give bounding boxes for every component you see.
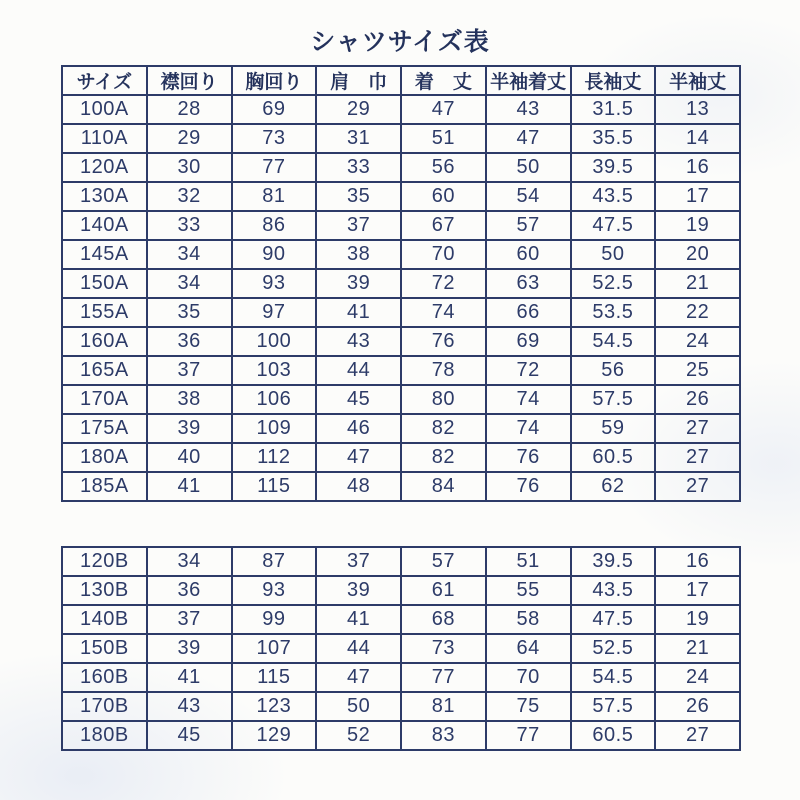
header-row xyxy=(62,66,740,95)
measurement-cell: 25 xyxy=(655,356,740,385)
table-row xyxy=(62,414,740,443)
measurement-cell: 81 xyxy=(232,182,317,211)
measurement-cell: 86 xyxy=(232,211,317,240)
size-label-cell: 180B xyxy=(62,721,147,750)
measurement-cell: 27 xyxy=(655,721,740,750)
column-header: 着 丈 xyxy=(401,66,486,95)
measurement-cell: 78 xyxy=(401,356,486,385)
size-label-cell: 140B xyxy=(62,605,147,634)
measurement-cell: 67 xyxy=(401,211,486,240)
measurement-cell: 33 xyxy=(316,153,401,182)
measurement-cell: 103 xyxy=(232,356,317,385)
size-label-cell: 120A xyxy=(62,153,147,182)
measurement-cell: 39 xyxy=(316,269,401,298)
measurement-cell: 33 xyxy=(147,211,232,240)
table-row xyxy=(62,721,740,750)
size-table-a-body xyxy=(62,95,740,501)
measurement-cell: 70 xyxy=(486,663,571,692)
measurement-cell: 74 xyxy=(486,414,571,443)
measurement-cell: 36 xyxy=(147,576,232,605)
measurement-cell: 109 xyxy=(232,414,317,443)
measurement-cell: 76 xyxy=(486,472,571,501)
measurement-cell: 82 xyxy=(401,414,486,443)
measurement-cell: 39.5 xyxy=(571,153,656,182)
measurement-cell: 57 xyxy=(486,211,571,240)
measurement-cell: 106 xyxy=(232,385,317,414)
table-row xyxy=(62,240,740,269)
measurement-cell: 57.5 xyxy=(571,385,656,414)
measurement-cell: 31 xyxy=(316,124,401,153)
measurement-cell: 14 xyxy=(655,124,740,153)
table-row xyxy=(62,443,740,472)
measurement-cell: 48 xyxy=(316,472,401,501)
measurement-cell: 47 xyxy=(316,663,401,692)
table-row xyxy=(62,605,740,634)
measurement-cell: 69 xyxy=(486,327,571,356)
measurement-cell: 54.5 xyxy=(571,327,656,356)
size-label-cell: 170B xyxy=(62,692,147,721)
measurement-cell: 26 xyxy=(655,692,740,721)
measurement-cell: 123 xyxy=(232,692,317,721)
size-table-b xyxy=(61,546,741,751)
measurement-cell: 36 xyxy=(147,327,232,356)
size-label-cell: 160B xyxy=(62,663,147,692)
size-label-cell: 100A xyxy=(62,95,147,124)
measurement-cell: 19 xyxy=(655,605,740,634)
measurement-cell: 47.5 xyxy=(571,605,656,634)
measurement-cell: 39 xyxy=(147,414,232,443)
measurement-cell: 52.5 xyxy=(571,269,656,298)
measurement-cell: 41 xyxy=(316,605,401,634)
measurement-cell: 40 xyxy=(147,443,232,472)
size-label-cell: 130B xyxy=(62,576,147,605)
measurement-cell: 51 xyxy=(486,547,571,576)
measurement-cell: 58 xyxy=(486,605,571,634)
table-row xyxy=(62,124,740,153)
measurement-cell: 35.5 xyxy=(571,124,656,153)
column-header: 半袖丈 xyxy=(655,66,740,95)
measurement-cell: 62 xyxy=(571,472,656,501)
size-label-cell: 160A xyxy=(62,327,147,356)
measurement-cell: 72 xyxy=(401,269,486,298)
measurement-cell: 60 xyxy=(486,240,571,269)
measurement-cell: 100 xyxy=(232,327,317,356)
column-header: サイズ xyxy=(62,66,147,95)
measurement-cell: 61 xyxy=(401,576,486,605)
measurement-cell: 37 xyxy=(147,605,232,634)
table-row xyxy=(62,692,740,721)
column-header: 肩 巾 xyxy=(316,66,401,95)
measurement-cell: 56 xyxy=(401,153,486,182)
measurement-cell: 52 xyxy=(316,721,401,750)
measurement-cell: 99 xyxy=(232,605,317,634)
measurement-cell: 27 xyxy=(655,414,740,443)
size-label-cell: 140A xyxy=(62,211,147,240)
measurement-cell: 115 xyxy=(232,663,317,692)
size-table-a-head xyxy=(62,66,740,95)
size-table-b-body xyxy=(62,547,740,750)
measurement-cell: 38 xyxy=(316,240,401,269)
table-row xyxy=(62,269,740,298)
measurement-cell: 81 xyxy=(401,692,486,721)
measurement-cell: 72 xyxy=(486,356,571,385)
column-header: 襟回り xyxy=(147,66,232,95)
measurement-cell: 24 xyxy=(655,327,740,356)
measurement-cell: 60 xyxy=(401,182,486,211)
measurement-cell: 93 xyxy=(232,576,317,605)
measurement-cell: 16 xyxy=(655,153,740,182)
measurement-cell: 82 xyxy=(401,443,486,472)
size-label-cell: 110A xyxy=(62,124,147,153)
table-row xyxy=(62,576,740,605)
measurement-cell: 93 xyxy=(232,269,317,298)
table-row xyxy=(62,153,740,182)
table-row xyxy=(62,298,740,327)
measurement-cell: 53.5 xyxy=(571,298,656,327)
measurement-cell: 77 xyxy=(401,663,486,692)
measurement-cell: 21 xyxy=(655,269,740,298)
measurement-cell: 43.5 xyxy=(571,182,656,211)
measurement-cell: 73 xyxy=(232,124,317,153)
measurement-cell: 41 xyxy=(316,298,401,327)
size-table-a xyxy=(61,65,741,502)
size-label-cell: 145A xyxy=(62,240,147,269)
measurement-cell: 39 xyxy=(147,634,232,663)
measurement-cell: 52.5 xyxy=(571,634,656,663)
measurement-cell: 47 xyxy=(401,95,486,124)
measurement-cell: 56 xyxy=(571,356,656,385)
measurement-cell: 34 xyxy=(147,240,232,269)
measurement-cell: 69 xyxy=(232,95,317,124)
measurement-cell: 27 xyxy=(655,443,740,472)
measurement-cell: 47.5 xyxy=(571,211,656,240)
measurement-cell: 32 xyxy=(147,182,232,211)
measurement-cell: 29 xyxy=(147,124,232,153)
table-row xyxy=(62,211,740,240)
measurement-cell: 43 xyxy=(486,95,571,124)
table-row xyxy=(62,95,740,124)
measurement-cell: 60.5 xyxy=(571,721,656,750)
measurement-cell: 50 xyxy=(486,153,571,182)
size-label-cell: 130A xyxy=(62,182,147,211)
measurement-cell: 97 xyxy=(232,298,317,327)
measurement-cell: 45 xyxy=(147,721,232,750)
measurement-cell: 59 xyxy=(571,414,656,443)
measurement-cell: 87 xyxy=(232,547,317,576)
measurement-cell: 77 xyxy=(486,721,571,750)
size-label-cell: 155A xyxy=(62,298,147,327)
table-row xyxy=(62,356,740,385)
measurement-cell: 27 xyxy=(655,472,740,501)
measurement-cell: 28 xyxy=(147,95,232,124)
measurement-cell: 73 xyxy=(401,634,486,663)
measurement-cell: 75 xyxy=(486,692,571,721)
size-label-cell: 150A xyxy=(62,269,147,298)
measurement-cell: 34 xyxy=(147,269,232,298)
measurement-cell: 90 xyxy=(232,240,317,269)
measurement-cell: 44 xyxy=(316,356,401,385)
measurement-cell: 34 xyxy=(147,547,232,576)
measurement-cell: 115 xyxy=(232,472,317,501)
measurement-cell: 39 xyxy=(316,576,401,605)
measurement-cell: 84 xyxy=(401,472,486,501)
table-row xyxy=(62,385,740,414)
measurement-cell: 22 xyxy=(655,298,740,327)
size-label-cell: 165A xyxy=(62,356,147,385)
measurement-cell: 74 xyxy=(401,298,486,327)
measurement-cell: 19 xyxy=(655,211,740,240)
measurement-cell: 60.5 xyxy=(571,443,656,472)
measurement-cell: 64 xyxy=(486,634,571,663)
measurement-cell: 46 xyxy=(316,414,401,443)
size-label-cell: 180A xyxy=(62,443,147,472)
measurement-cell: 26 xyxy=(655,385,740,414)
measurement-cell: 51 xyxy=(401,124,486,153)
table-row xyxy=(62,634,740,663)
column-header: 胸回り xyxy=(232,66,317,95)
measurement-cell: 39.5 xyxy=(571,547,656,576)
measurement-cell: 57.5 xyxy=(571,692,656,721)
measurement-cell: 74 xyxy=(486,385,571,414)
measurement-cell: 63 xyxy=(486,269,571,298)
table-row xyxy=(62,547,740,576)
measurement-cell: 13 xyxy=(655,95,740,124)
measurement-cell: 38 xyxy=(147,385,232,414)
measurement-cell: 43.5 xyxy=(571,576,656,605)
page-title: シャツサイズ表 xyxy=(310,28,490,56)
measurement-cell: 30 xyxy=(147,153,232,182)
measurement-cell: 20 xyxy=(655,240,740,269)
measurement-cell: 41 xyxy=(147,472,232,501)
table-row xyxy=(62,182,740,211)
table-row xyxy=(62,663,740,692)
measurement-cell: 35 xyxy=(147,298,232,327)
measurement-cell: 54.5 xyxy=(571,663,656,692)
size-label-cell: 120B xyxy=(62,547,147,576)
measurement-cell: 50 xyxy=(316,692,401,721)
measurement-cell: 47 xyxy=(316,443,401,472)
measurement-cell: 55 xyxy=(486,576,571,605)
table-row xyxy=(62,472,740,501)
measurement-cell: 29 xyxy=(316,95,401,124)
measurement-cell: 57 xyxy=(401,547,486,576)
size-label-cell: 170A xyxy=(62,385,147,414)
measurement-cell: 21 xyxy=(655,634,740,663)
size-label-cell: 175A xyxy=(62,414,147,443)
column-header: 半袖着丈 xyxy=(486,66,571,95)
measurement-cell: 37 xyxy=(316,547,401,576)
table-row xyxy=(62,327,740,356)
measurement-cell: 76 xyxy=(486,443,571,472)
measurement-cell: 41 xyxy=(147,663,232,692)
measurement-cell: 43 xyxy=(147,692,232,721)
measurement-cell: 35 xyxy=(316,182,401,211)
measurement-cell: 77 xyxy=(232,153,317,182)
measurement-cell: 45 xyxy=(316,385,401,414)
measurement-cell: 37 xyxy=(147,356,232,385)
measurement-cell: 37 xyxy=(316,211,401,240)
column-header: 長袖丈 xyxy=(571,66,656,95)
measurement-cell: 44 xyxy=(316,634,401,663)
measurement-cell: 16 xyxy=(655,547,740,576)
measurement-cell: 83 xyxy=(401,721,486,750)
size-label-cell: 185A xyxy=(62,472,147,501)
measurement-cell: 129 xyxy=(232,721,317,750)
measurement-cell: 50 xyxy=(571,240,656,269)
measurement-cell: 43 xyxy=(316,327,401,356)
measurement-cell: 66 xyxy=(486,298,571,327)
size-label-cell: 150B xyxy=(62,634,147,663)
measurement-cell: 47 xyxy=(486,124,571,153)
measurement-cell: 24 xyxy=(655,663,740,692)
measurement-cell: 70 xyxy=(401,240,486,269)
measurement-cell: 68 xyxy=(401,605,486,634)
measurement-cell: 112 xyxy=(232,443,317,472)
measurement-cell: 54 xyxy=(486,182,571,211)
measurement-cell: 17 xyxy=(655,182,740,211)
measurement-cell: 76 xyxy=(401,327,486,356)
measurement-cell: 107 xyxy=(232,634,317,663)
measurement-cell: 31.5 xyxy=(571,95,656,124)
measurement-cell: 17 xyxy=(655,576,740,605)
measurement-cell: 80 xyxy=(401,385,486,414)
